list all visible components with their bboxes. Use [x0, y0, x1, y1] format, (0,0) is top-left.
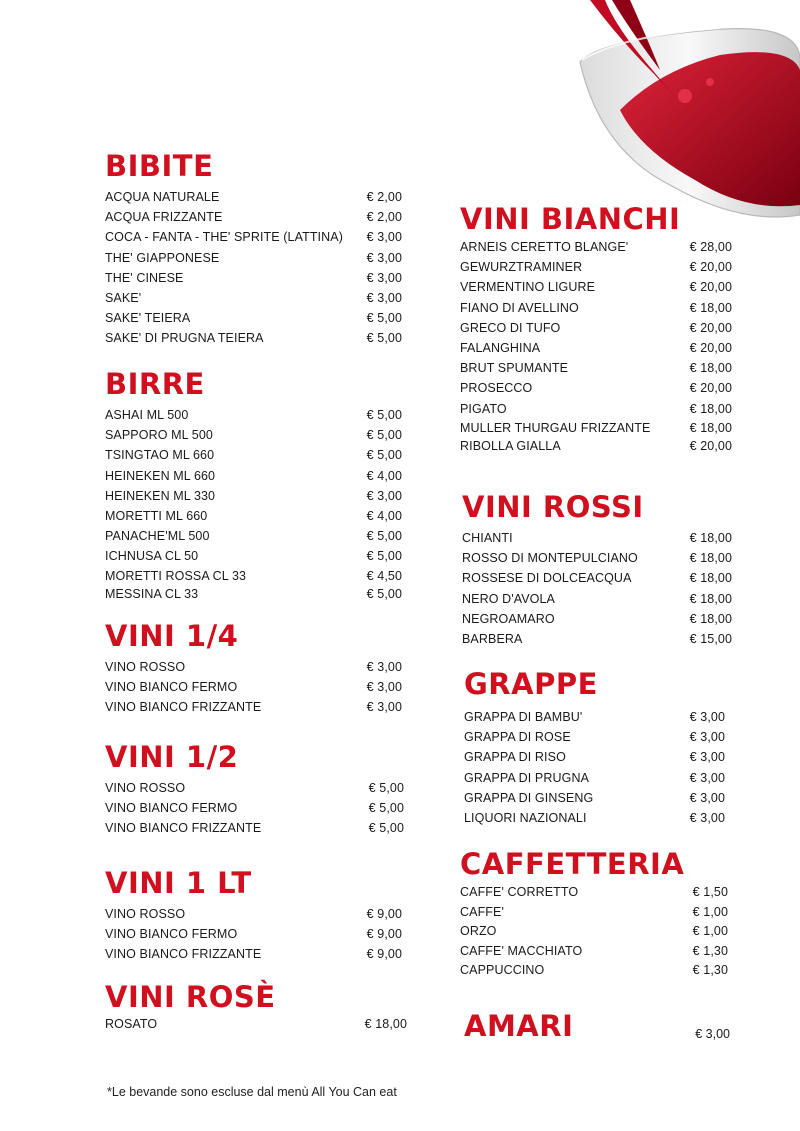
item-name: SAKE' TEIERA [105, 311, 191, 326]
item-name: TSINGTAO ML 660 [105, 448, 215, 463]
item-name: VERMENTINO LIGURE [460, 280, 596, 295]
section-vini-rose [105, 980, 407, 1034]
list-item [105, 904, 402, 924]
item-price: € 9,00 [366, 907, 402, 921]
list-item [105, 924, 402, 944]
item-price: € 18,00 [689, 611, 732, 626]
item-name: VINO BIANCO FERMO [105, 927, 238, 942]
item-price: € 20,00 [689, 280, 732, 295]
item-price: € 5,00 [366, 408, 402, 422]
section-bibite [105, 149, 402, 349]
item-price: € 3,00 [689, 790, 725, 805]
list-item [460, 942, 728, 962]
section-title: GRAPPE [464, 667, 598, 701]
item-name: GEWURZTRAMINER [460, 260, 583, 275]
list-item [460, 257, 732, 277]
list-item [460, 419, 732, 437]
item-name: SAKE' [105, 291, 142, 306]
item-name: ASHAI ML 500 [105, 408, 189, 422]
item-name: ROSSESE DI DOLCEACQUA [462, 571, 632, 586]
list-item [460, 237, 732, 257]
item-name: SAPPORO ML 500 [105, 428, 213, 443]
section-title: VINI BIANCHI [460, 202, 681, 236]
item-name: ACQUA FRIZZANTE [105, 210, 223, 225]
item-price: € 5,00 [366, 549, 402, 564]
list-item [464, 707, 725, 727]
item-price: € 2,00 [366, 210, 402, 225]
list-item [105, 425, 402, 445]
item-price: € 3,00 [366, 660, 402, 674]
list-item [460, 903, 728, 923]
item-name: GRAPPA DI ROSE [464, 730, 571, 745]
item-name: MULLER THURGAU FRIZZANTE [460, 420, 651, 435]
item-price: € 3,00 [689, 730, 725, 745]
section-grappe [464, 667, 725, 828]
list-item [105, 248, 402, 268]
item-name: VINO ROSSO [105, 781, 186, 795]
item-price: € 9,00 [366, 927, 402, 942]
item-price: € 5,00 [368, 781, 404, 795]
list-item [462, 528, 732, 548]
section-birre [105, 367, 402, 603]
section-title: VINI 1 LT [105, 866, 252, 900]
list-item [105, 546, 402, 566]
item-price: € 20,00 [689, 341, 732, 356]
item-name: HEINEKEN ML 660 [105, 468, 216, 483]
item-name: VINO BIANCO FERMO [105, 680, 238, 695]
list-item [460, 922, 728, 942]
item-price: € 3,00 [689, 770, 725, 785]
list-item [105, 944, 402, 964]
item-price: € 18,00 [689, 571, 732, 586]
item-name: VINO BIANCO FRIZZANTE [105, 700, 262, 715]
list-item [105, 486, 402, 506]
item-price: € 4,50 [366, 568, 402, 583]
list-item [105, 268, 402, 288]
item-name: CHIANTI [462, 531, 513, 545]
item-price: € 18,00 [689, 531, 732, 545]
item-price: € 3,00 [366, 680, 402, 695]
section-amari [464, 1009, 730, 1043]
list-item [464, 808, 725, 828]
item-price: € 2,00 [366, 190, 402, 204]
list-item [462, 568, 732, 588]
footnote: *Le bevande sono escluse dal menù All You Can eat [107, 1085, 397, 1099]
list-item [105, 657, 402, 677]
list-item [460, 277, 732, 297]
item-name: PIGATO [460, 401, 507, 416]
item-price: € 5,00 [366, 448, 402, 463]
item-name: VINO ROSSO [105, 660, 186, 674]
item-price: € 5,00 [366, 311, 402, 326]
item-price: € 4,00 [366, 509, 402, 524]
list-item [105, 677, 402, 697]
item-name: GRECO DI TUFO [460, 320, 561, 335]
section-title: CAFFETTERIA [460, 847, 685, 881]
section-vini-mezzo [105, 740, 404, 839]
list-item [464, 768, 725, 788]
list-item [105, 567, 402, 585]
item-price: € 5,00 [366, 331, 402, 346]
item-price: € 3,00 [366, 291, 402, 306]
item-name: RIBOLLA GIALLA [460, 438, 561, 453]
item-price: € 18,00 [689, 551, 732, 566]
item-name: LIQUORI NAZIONALI [464, 811, 587, 826]
section-title: VINI 1/2 [105, 740, 239, 774]
item-name: ARNEIS CERETTO BLANGE' [460, 240, 629, 254]
list-item [460, 961, 728, 981]
item-price: € 20,00 [689, 320, 732, 335]
list-item [105, 526, 402, 546]
item-name: GRAPPA DI PRUGNA [464, 770, 590, 785]
list-item [105, 187, 402, 207]
item-name: GRAPPA DI RISO [464, 750, 566, 765]
section-title: VINI 1/4 [105, 619, 239, 653]
item-price: € 20,00 [689, 260, 732, 275]
list-item [460, 437, 732, 455]
item-price: € 18,00 [689, 420, 732, 435]
item-name: COCA - FANTA - THE' SPRITE (LATTINA) [105, 230, 343, 245]
item-name: VINO ROSSO [105, 907, 186, 921]
item-name: CAPPUCCINO [460, 963, 545, 977]
item-name: THE' GIAPPONESE [105, 250, 220, 265]
item-price: € 18,00 [364, 1017, 407, 1031]
item-name: SAKE' DI PRUGNA TEIERA [105, 331, 264, 346]
list-item [460, 318, 732, 338]
list-item [105, 328, 402, 348]
section-title: BIRRE [105, 367, 205, 401]
list-item [105, 798, 404, 818]
item-price: € 3,00 [689, 811, 725, 826]
item-name: BARBERA [462, 632, 523, 647]
item-name: CAFFE' CORRETTO [460, 885, 579, 899]
item-price: € 18,00 [689, 300, 732, 315]
item-name: VINO BIANCO FRIZZANTE [105, 821, 262, 836]
item-price: € 3,00 [366, 700, 402, 715]
item-name: NEGROAMARO [462, 611, 555, 626]
list-item [464, 788, 725, 808]
list-item [462, 548, 732, 568]
item-price: € 5,00 [366, 529, 402, 544]
list-item [105, 207, 402, 227]
list-item [460, 378, 732, 398]
item-price: € 20,00 [689, 438, 732, 453]
item-name: ICHNUSA CL 50 [105, 549, 199, 564]
list-item [105, 506, 402, 526]
item-name: NERO D'AVOLA [462, 591, 555, 606]
item-price: € 3,00 [366, 230, 402, 245]
item-price: € 1,30 [692, 943, 728, 958]
item-name: FIANO DI AVELLINO [460, 300, 579, 315]
item-name: VINO BIANCO FRIZZANTE [105, 947, 262, 962]
item-name: MORETTI ML 660 [105, 509, 208, 524]
list-item [105, 778, 404, 798]
list-item [105, 1014, 407, 1034]
list-item [460, 883, 728, 903]
item-name: ROSATO [105, 1017, 158, 1031]
list-item [105, 288, 402, 308]
item-name: ORZO [460, 924, 497, 938]
list-item [460, 358, 732, 378]
item-price: € 3,00 [366, 488, 402, 503]
list-item [105, 585, 402, 603]
item-name: MORETTI ROSSA CL 33 [105, 568, 247, 583]
item-price: € 9,00 [366, 947, 402, 962]
item-price: € 18,00 [689, 591, 732, 606]
list-item [460, 399, 732, 419]
list-item [462, 629, 732, 649]
item-name: THE' CINESE [105, 270, 184, 285]
section-vini-quarto [105, 619, 402, 718]
item-price: € 5,00 [368, 801, 404, 816]
item-price: € 1,50 [692, 885, 728, 899]
item-name: BRUT SPUMANTE [460, 361, 569, 376]
item-price: € 3,00 [689, 710, 725, 724]
item-price: € 5,00 [368, 821, 404, 836]
item-price: € 20,00 [689, 381, 732, 396]
section-vini-bianchi [460, 202, 732, 455]
section-vini-rossi [462, 490, 732, 649]
item-name: CAFFE' [460, 904, 504, 919]
list-item [105, 466, 402, 486]
item-name: PANACHE'ML 500 [105, 529, 210, 544]
item-price: € 28,00 [689, 240, 732, 254]
item-price: € 1,00 [692, 924, 728, 938]
item-name: CAFFE' MACCHIATO [460, 943, 583, 958]
item-price: € 3,00 [366, 270, 402, 285]
section-title: VINI ROSSI [462, 490, 644, 524]
item-price: € 3,00 [366, 250, 402, 265]
item-price: € 1,00 [692, 904, 728, 919]
item-name: PROSECCO [460, 381, 533, 396]
item-price: € 15,00 [689, 632, 732, 647]
list-item [462, 589, 732, 609]
list-item [105, 445, 402, 465]
item-price: € 18,00 [689, 361, 732, 376]
item-name: MESSINA CL 33 [105, 586, 199, 601]
item-price: € 5,00 [366, 428, 402, 443]
item-name: ACQUA NATURALE [105, 190, 220, 204]
list-item [460, 298, 732, 318]
item-name: GRAPPA DI BAMBU' [464, 710, 583, 724]
list-item [105, 405, 402, 425]
item-price: € 4,00 [366, 468, 402, 483]
item-name: ROSSO DI MONTEPULCIANO [462, 551, 638, 566]
item-price: € 3,00 [695, 1027, 730, 1041]
section-title: VINI ROSÈ [105, 980, 276, 1014]
item-name: HEINEKEN ML 330 [105, 488, 216, 503]
section-caffetteria [460, 847, 728, 981]
list-item [105, 308, 402, 328]
list-item [105, 697, 402, 717]
section-vini-litro [105, 866, 402, 965]
section-title: BIBITE [105, 149, 214, 183]
item-price: € 18,00 [689, 401, 732, 416]
list-item [105, 818, 404, 838]
item-name: FALANGHINA [460, 341, 541, 356]
section-title: AMARI [464, 1009, 574, 1043]
list-item [460, 338, 732, 358]
list-item [105, 227, 402, 247]
item-price: € 3,00 [689, 750, 725, 765]
item-name: GRAPPA DI GINSENG [464, 790, 594, 805]
item-price: € 5,00 [366, 586, 402, 601]
list-item [464, 747, 725, 767]
item-price: € 1,30 [692, 963, 728, 977]
list-item [464, 727, 725, 747]
item-name: VINO BIANCO FERMO [105, 801, 238, 816]
list-item [462, 609, 732, 629]
